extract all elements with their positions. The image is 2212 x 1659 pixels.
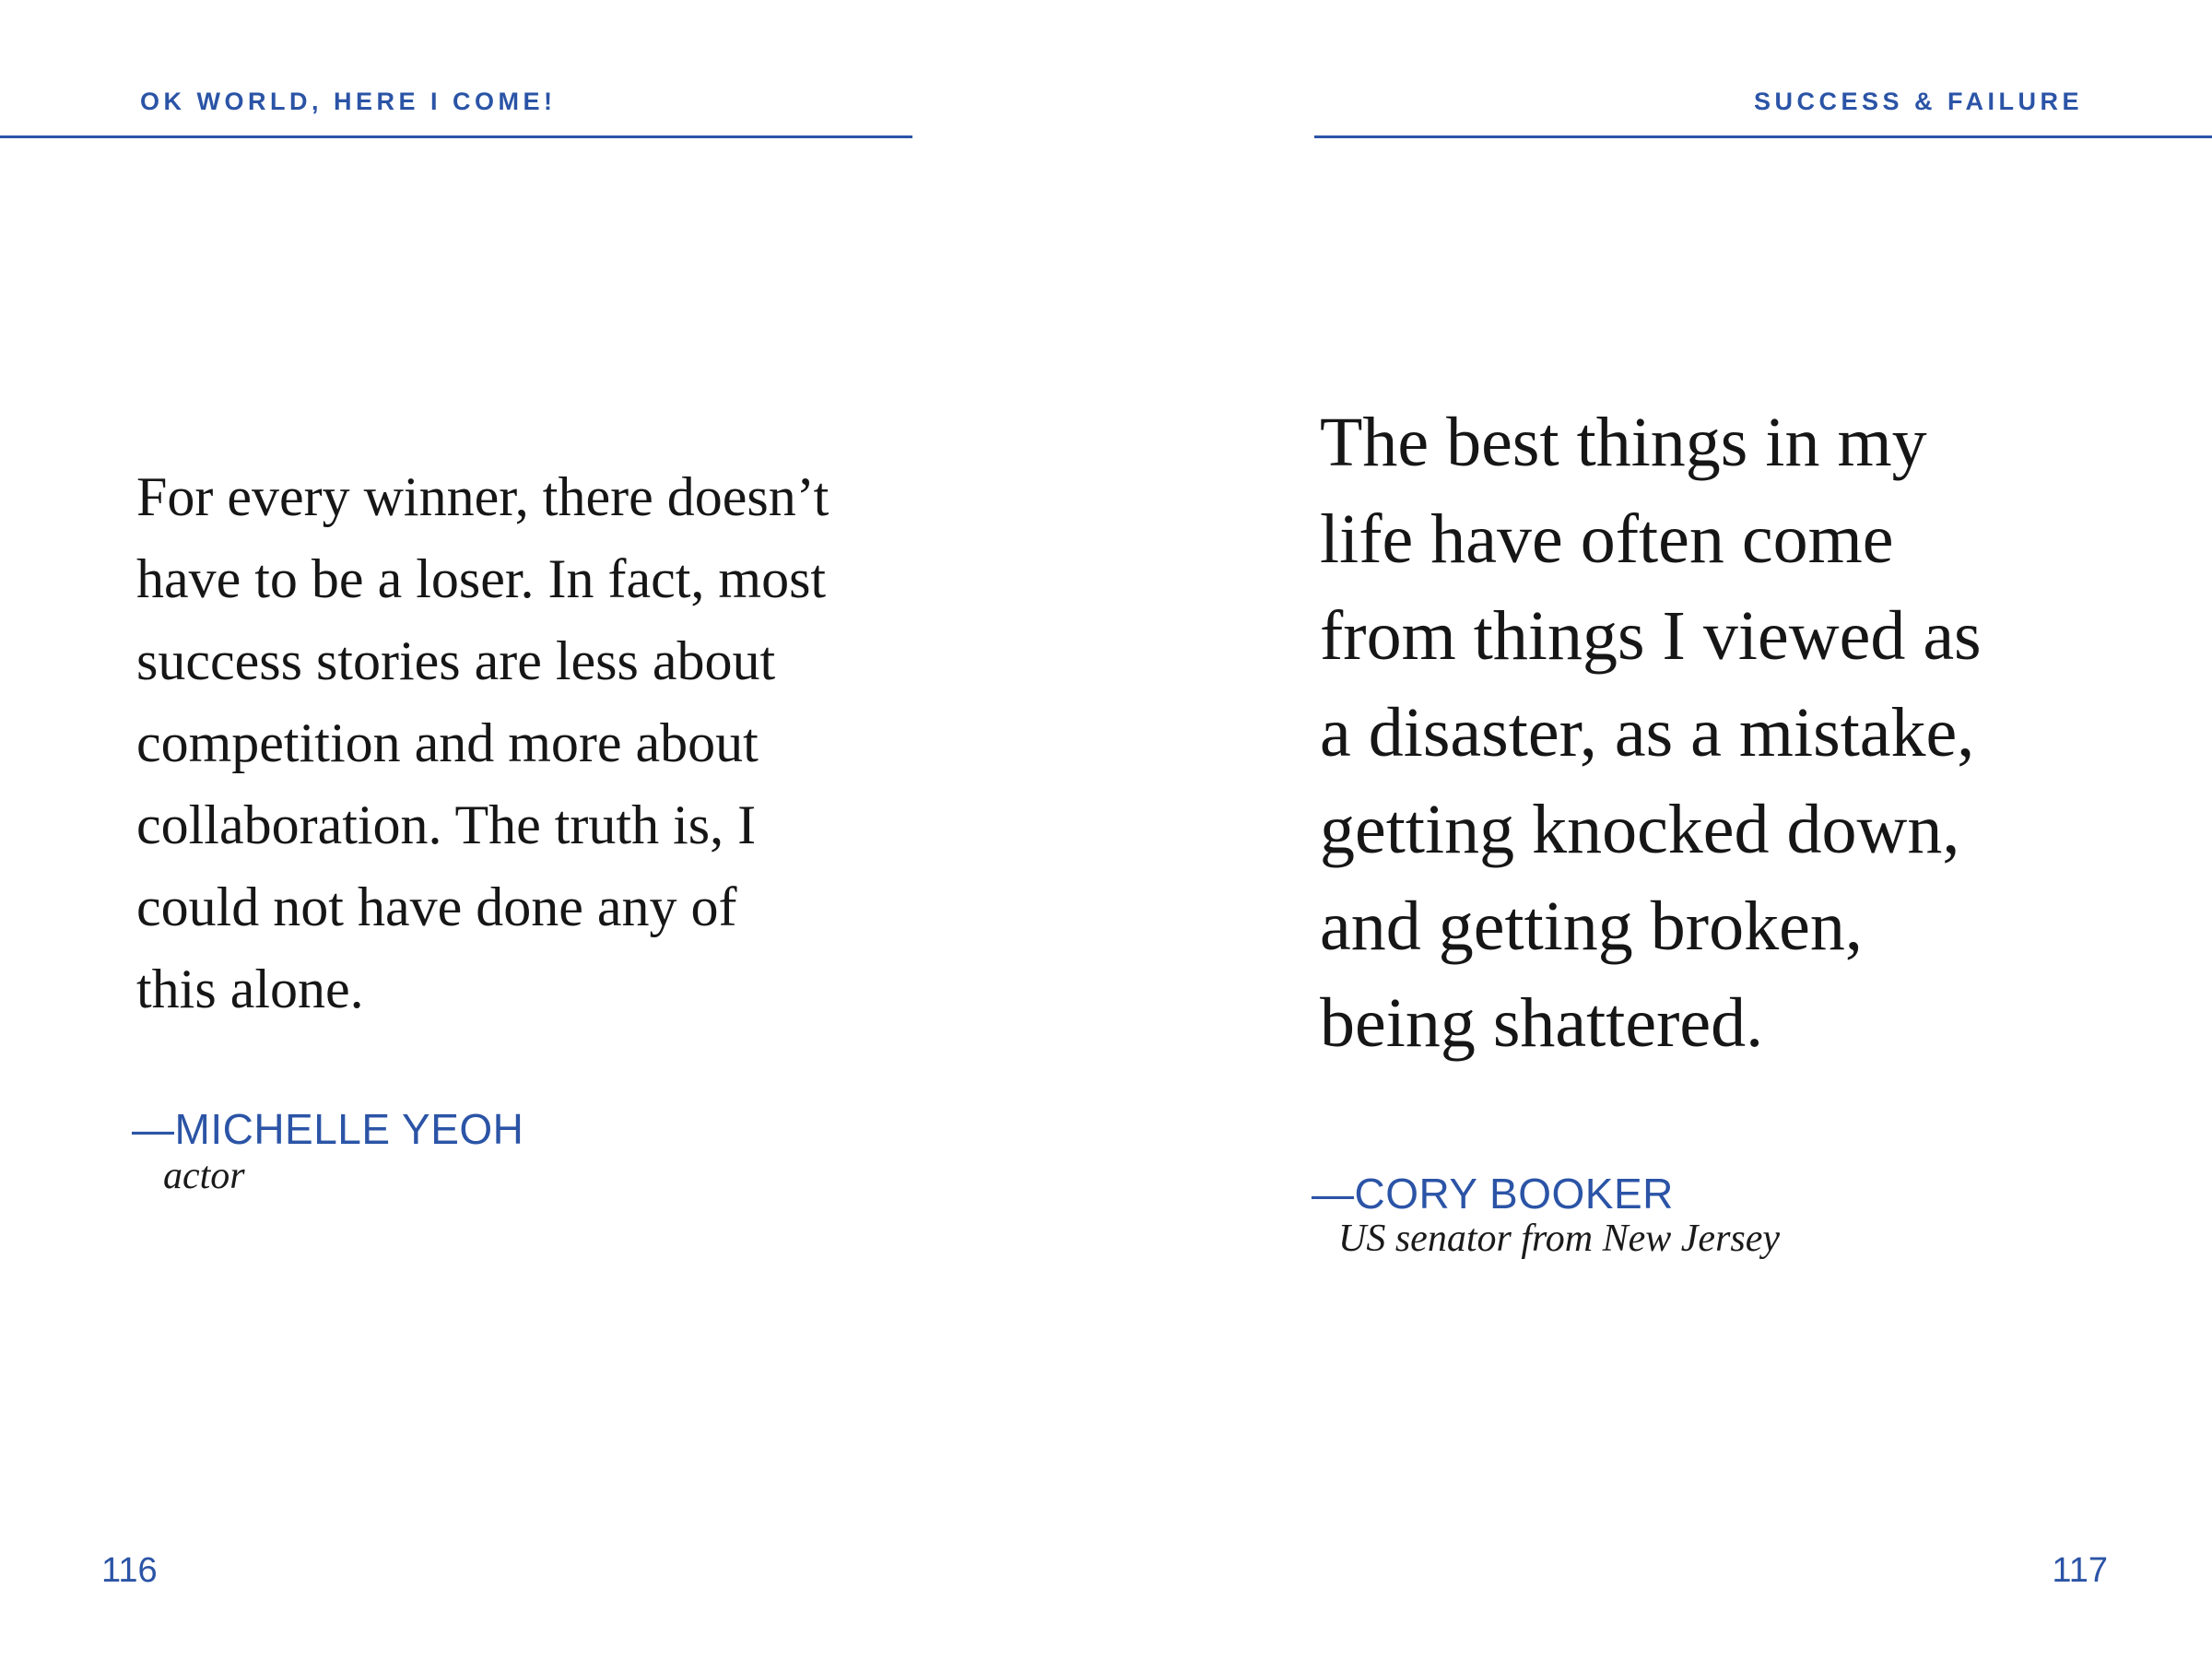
quote-line: could not have done any of — [136, 877, 737, 937]
left-attribution-name: —MICHELLE YEOH — [132, 1105, 524, 1153]
left-quote — [136, 456, 829, 1030]
quote-line: For every winner, there doesn’t — [136, 466, 830, 527]
left-header-rule — [0, 135, 912, 138]
quote-line: this alone. — [136, 959, 364, 1019]
quote-line: from things I viewed as — [1320, 597, 1982, 675]
right-running-header: SUCCESS & FAILURE — [1753, 88, 2083, 115]
quote-line: a disaster, as a mistake, — [1320, 694, 1975, 771]
quote-line: competition and more about — [136, 712, 759, 773]
quote-line: success stories are less about — [136, 630, 776, 691]
quote-line: getting knocked down, — [1320, 791, 1960, 868]
right-header-rule — [1314, 135, 2212, 138]
quote-line: have to be a loser. In fact, most — [136, 548, 827, 609]
quote-line: being shattered. — [1320, 984, 1764, 1062]
quote-line: life have often come — [1320, 500, 1894, 578]
left-running-header: OK WORLD, HERE I COME! — [140, 88, 557, 115]
right-attribution-role: US senator from New Jersey — [1338, 1218, 1781, 1260]
quote-line: and getting broken, — [1320, 888, 1863, 965]
left-page-number: 116 — [101, 1551, 158, 1590]
quote-line: collaboration. The truth is, I — [136, 794, 757, 855]
right-quote — [1320, 394, 1982, 1072]
left-attribution-role: actor — [163, 1155, 245, 1197]
quote-line: The best things in my — [1320, 404, 1927, 481]
right-attribution-name: —CORY BOOKER — [1312, 1170, 1674, 1218]
right-page-number: 117 — [2052, 1551, 2108, 1590]
